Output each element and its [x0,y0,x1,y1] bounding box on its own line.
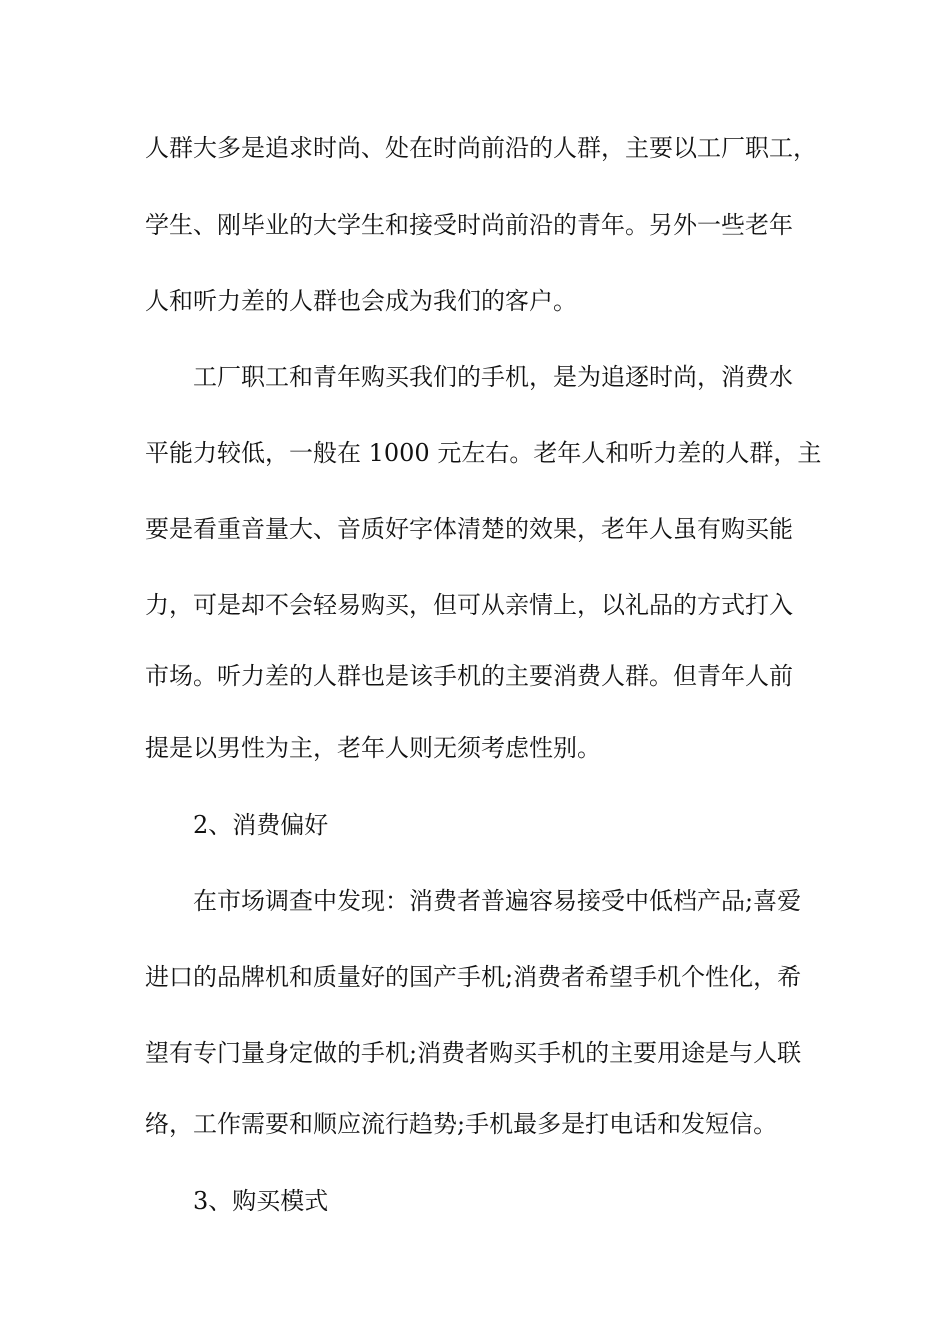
text-line-13: 望有专门量身定做的手机;消费者购买手机的主要用途是与人联 [145,1039,802,1067]
text-line-8: 市场。听力差的人群也是该手机的主要消费人群。但青年人前 [145,662,793,690]
text-line-1: 人群大多是追求时尚、处在时尚前沿的人群，主要以工厂职工， [145,134,817,162]
text-line-12: 进口的品牌机和质量好的国产手机;消费者希望手机个性化，希 [145,963,802,991]
text-line-14: 络，工作需要和顺应流行趋势;手机最多是打电话和发短信。 [145,1110,778,1138]
text-line-6: 要是看重音量大、音质好字体清楚的效果，老年人虽有购买能 [145,515,793,543]
section-heading-purchase-mode: 3、购买模式 [193,1187,329,1215]
text-line-4: 工厂职工和青年购买我们的手机，是为追逐时尚，消费水 [193,363,793,391]
section-heading-consumer-preference: 2、消费偏好 [193,811,329,839]
text-line-11: 在市场调查中发现：消费者普遍容易接受中低档产品;喜爱 [193,887,802,915]
text-line-3: 人和听力差的人群也会成为我们的客户。 [145,287,577,315]
text-line-2: 学生、刚毕业的大学生和接受时尚前沿的青年。另外一些老年 [145,211,793,239]
text-line-9: 提是以男性为主，老年人则无须考虑性别。 [145,734,601,762]
text-line-5: 平能力较低，一般在 1000 元左右。老年人和听力差的人群，主 [145,439,822,467]
text-line-7: 力，可是却不会轻易购买，但可从亲情上，以礼品的方式打入 [145,591,793,619]
